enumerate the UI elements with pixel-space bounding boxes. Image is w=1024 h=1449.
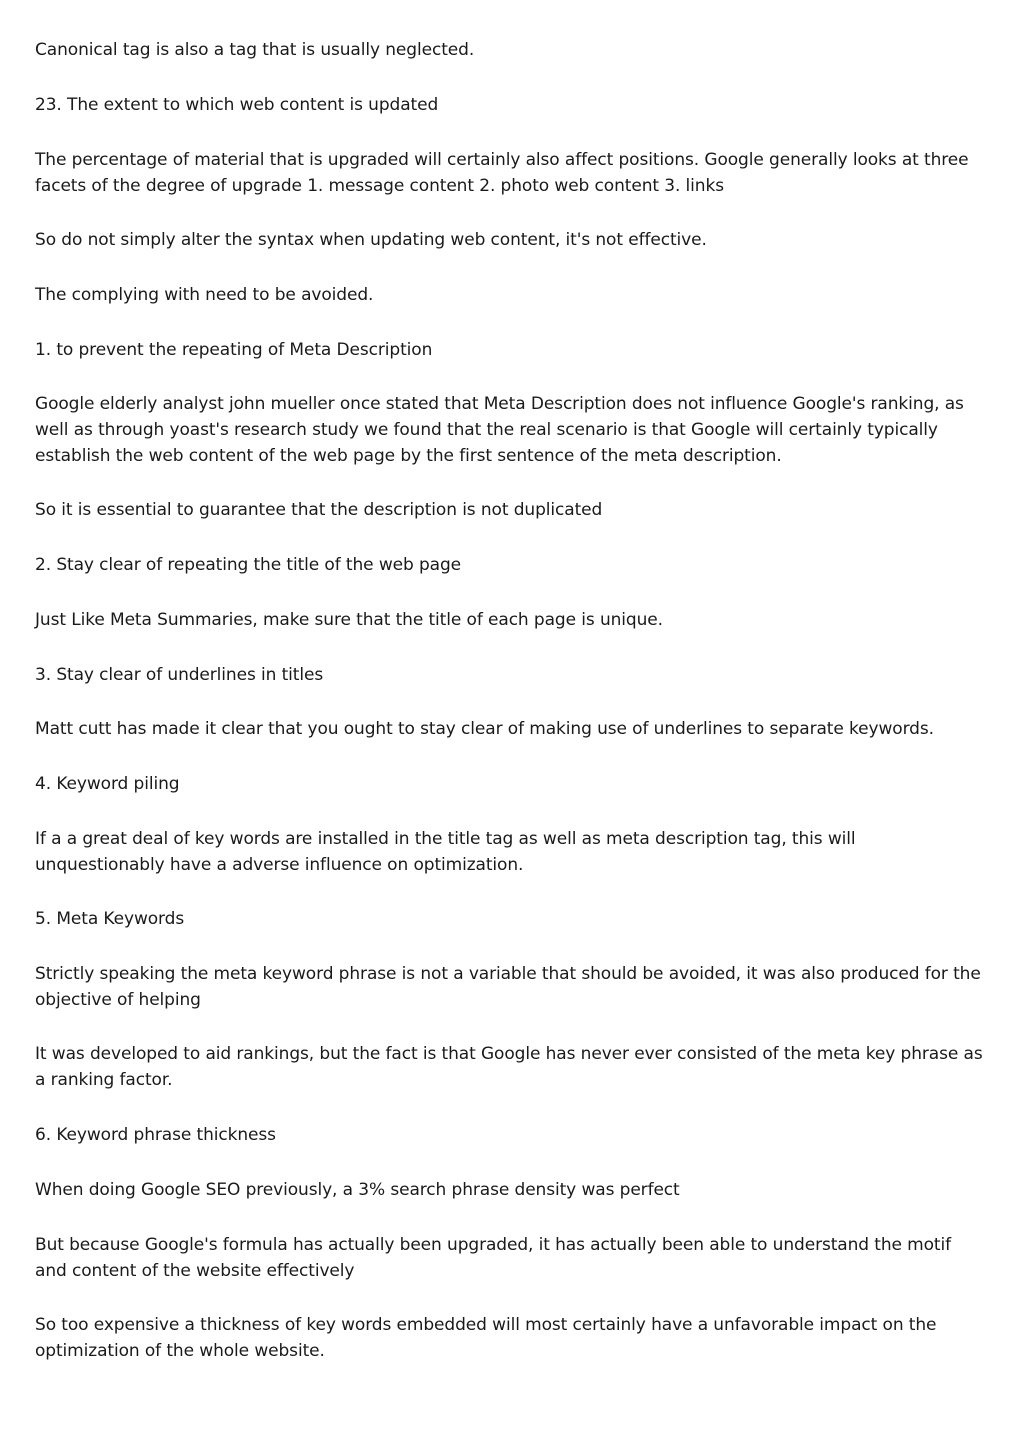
paragraph-keyword-piling: If a a great deal of key words are installed in the title tag as well as meta description tag, this will unquestionably have a adverse influence on optimization. <box>35 829 856 875</box>
paragraph-title-unique: Just Like Meta Summaries, make sure that the title of each page is unique. <box>35 610 663 630</box>
paragraph-mueller-statement: Google elderly analyst john mueller once stated that Meta Description does not influence Google's ranking, as well as through yoast's research study we found that the real scenario is that Google will certainly typically establish the web content of the web page by the first sentence of the meta description. <box>35 394 964 466</box>
paragraph-matt-cutt: Matt cutt has made it clear that you ought to stay clear of making use of underlines to separate keywords. <box>35 719 934 739</box>
paragraph-syntax-note: So do not simply alter the syntax when updating web content, it's not effective. <box>35 230 707 250</box>
heading-underlines: 3. Stay clear of underlines in titles <box>35 665 324 685</box>
paragraph-description-unique: So it is essential to guarantee that the description is not duplicated <box>35 500 603 520</box>
heading-keyword-piling: 4. Keyword piling <box>35 774 180 794</box>
heading-meta-description: 1. to prevent the repeating of Meta Description <box>35 340 433 360</box>
paragraph-formula-upgraded: But because Google's formula has actually been upgraded, it has actually been able to understand the motif and content of the website effectively <box>35 1235 952 1281</box>
paragraph-ranking-factor: It was developed to aid rankings, but the fact is that Google has never ever consisted of the meta key phrase as a ranking factor. <box>35 1044 983 1090</box>
heading-content-updated: 23. The extent to which web content is updated <box>35 95 439 115</box>
paragraph-avoid-intro: The complying with need to be avoided. <box>35 285 374 305</box>
heading-meta-keywords: 5. Meta Keywords <box>35 909 185 929</box>
paragraph-meta-keyword-variable: Strictly speaking the meta keyword phrase is not a variable that should be avoided, it was also produced for the objective of helping <box>35 964 981 1010</box>
paragraph-upgrade-percentage: The percentage of material that is upgraded will certainly also affect positions. Google generally looks at three facets of the degree of upgrade 1. message content 2. photo web content 3. links <box>35 150 969 196</box>
paragraph-too-expensive: So too expensive a thickness of key words embedded will most certainly have a unfavorable impact on the optimization of the whole website. <box>35 1315 937 1361</box>
heading-repeating-title: 2. Stay clear of repeating the title of the web page <box>35 555 462 575</box>
paragraph-canonical-tag: Canonical tag is also a tag that is usually neglected. <box>35 40 475 60</box>
heading-keyword-thickness: 6. Keyword phrase thickness <box>35 1125 276 1145</box>
paragraph-keyword-density: When doing Google SEO previously, a 3% search phrase density was perfect <box>35 1180 680 1200</box>
